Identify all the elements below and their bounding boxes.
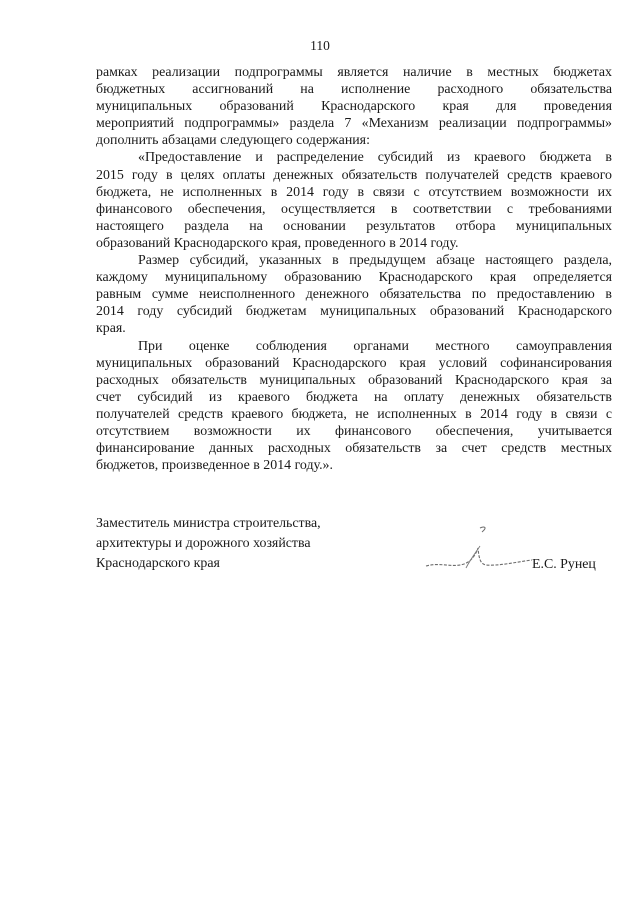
paragraph-line: 2014 году субсидий бюджетам муниципальных образований Краснодарского [96, 304, 612, 320]
paragraph-line: финансового обеспечения, осуществляется в соответствии с требованиями [96, 201, 612, 217]
paragraph-line: При оценке соблюдения органами местного самоуправления [138, 338, 612, 354]
paragraph-line: рамках реализации подпрограммы является наличие в местных бюджетах [96, 65, 612, 80]
paragraph-line: бюджета, не исполненных в 2014 году в связи с отсутствием возможности их [96, 184, 612, 200]
paragraph-line: отсутствием возможности их финансового обеспечения, учитывается [96, 423, 612, 439]
paragraph-line: финансирование данных расходных обязательств за счет средств местных [96, 441, 612, 457]
signatory-position-line: архитектуры и дорожного хозяйства [96, 536, 311, 551]
paragraph-line: мероприятий подпрограммы» раздела 7 «Механизм реализации подпрограммы» [96, 116, 612, 132]
paragraph-line: бюджетных ассигнований на исполнение расходного обязательства [96, 82, 612, 98]
signatory-position [96, 514, 396, 574]
handwritten-signature [420, 524, 540, 580]
paragraph-line: «Предоставление и распределение субсидий из краевого бюджета в [138, 150, 612, 166]
paragraph-line: Размер субсидий, указанных в предыдущем абзаце настоящего раздела, [138, 253, 612, 269]
body-text [96, 64, 612, 474]
paragraph-line: 2015 году в целях оплаты денежных обязательств получателей средств краевого [96, 167, 612, 183]
paragraph-line: равным сумме неисполненного денежного обязательства по предоставлению в [96, 287, 612, 303]
page-number: 110 [310, 38, 330, 53]
signatory-position-line: Краснодарского края [96, 556, 220, 571]
paragraph-line: края. [96, 321, 126, 337]
paragraph-line: муниципальных образований Краснодарского края условий софинансирования [96, 355, 612, 371]
paragraph-line: получателей средств краевого бюджета, не исполненных в 2014 году в связи с [96, 406, 612, 422]
paragraph-line: расходных обязательств муниципальных образований Краснодарского края за [96, 372, 612, 388]
signatory-position-line: Заместитель министра строительства, [96, 516, 321, 531]
paragraph-line: настоящего раздела на основании результатов отбора муниципальных [96, 218, 612, 234]
paragraph-line: образований Краснодарского края, проведенного в 2014 году. [96, 235, 459, 251]
signatory-name: Е.С. Рунец [532, 557, 596, 572]
paragraph-line: каждому муниципальному образованию Краснодарского края определяется [96, 270, 612, 286]
paragraph-line: бюджетов, произведенное в 2014 году.». [96, 458, 333, 474]
paragraph-line: муниципальных образований Краснодарского края для проведения [96, 99, 612, 115]
paragraph-line: дополнить абзацами следующего содержания: [96, 133, 370, 149]
paragraph-line: счет субсидий из краевого бюджета на оплату денежных обязательств [96, 389, 612, 405]
